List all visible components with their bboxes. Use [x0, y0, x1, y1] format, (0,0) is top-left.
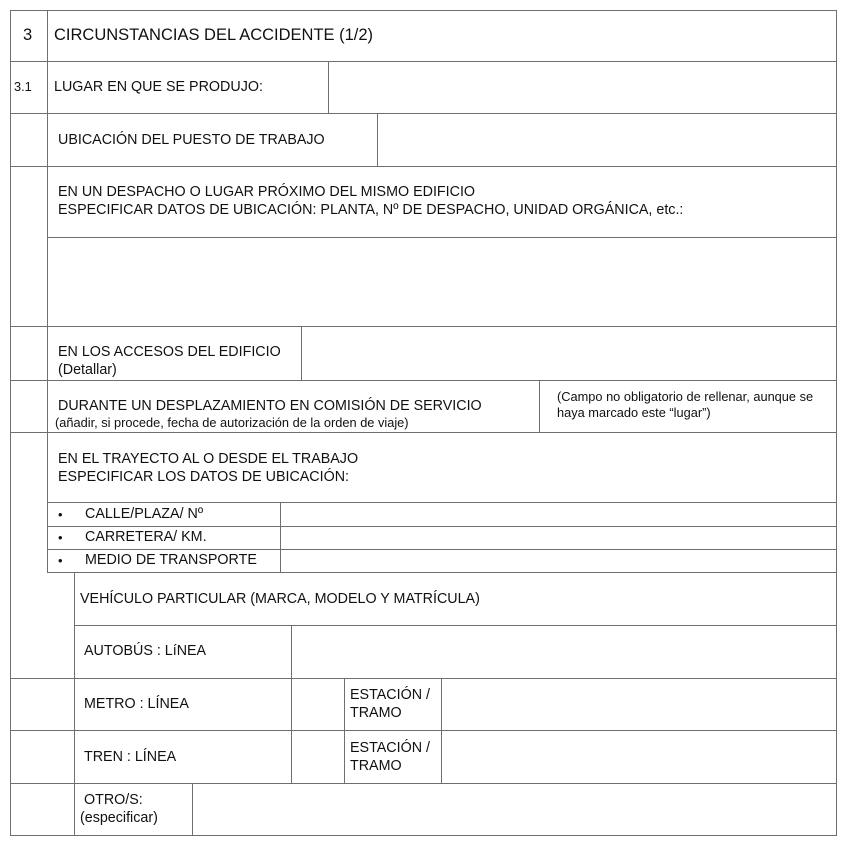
puesto-input[interactable] [379, 115, 835, 165]
border-right [836, 10, 837, 836]
otros-label-line1: OTRO/S: [84, 792, 143, 808]
row-line [47, 572, 837, 573]
row-line [10, 113, 837, 114]
row-line [47, 549, 837, 550]
section-title: CIRCUNSTANCIAS DEL ACCIDENTE (1/2) [54, 26, 374, 44]
subsection-title: LUGAR EN QUE SE PRODUJO: [54, 79, 263, 95]
autobus-input[interactable] [293, 627, 835, 677]
despacho-label-line2: ESPECIFICAR DATOS DE UBICACIÓN: PLANTA, Nº DE DESPACHO, UNIDAD ORGÁNICA, etc.: [58, 202, 684, 218]
otros-label-line2: (especificar) [80, 810, 158, 826]
otros-input[interactable] [194, 785, 835, 834]
bullet-calle: • [58, 507, 63, 522]
row-line [10, 166, 837, 167]
section-number: 3 [23, 26, 33, 44]
border-bottom [10, 835, 837, 836]
row-line [10, 61, 837, 62]
calle-input[interactable] [282, 504, 835, 525]
calle-label: CALLE/PLAZA/ Nº [85, 506, 204, 522]
subsection-number: 3.1 [14, 79, 32, 94]
comision-label-line2: (añadir, si procede, fecha de autorización de la orden de viaje) [55, 415, 409, 430]
accesos-input[interactable] [303, 328, 835, 379]
tren-label: TREN : LÍNEA [84, 749, 177, 765]
row-line [10, 730, 837, 731]
vehiculo-label: VEHÍCULO PARTICULAR (MARCA, MODELO Y MATRÍCULA) [80, 591, 480, 607]
comision-note-line1: (Campo no obligatorio de rellenar, aunque se [557, 389, 814, 404]
trayecto-label-line1: EN EL TRAYECTO AL O DESDE EL TRABAJO [58, 451, 359, 467]
cell-divider [377, 113, 378, 166]
row-line [47, 237, 837, 238]
number-column-divider [47, 10, 48, 572]
puesto-label: UBICACIÓN DEL PUESTO DE TRABAJO [58, 132, 325, 148]
cell-divider [441, 678, 442, 783]
accesos-label-line1: EN LOS ACCESOS DEL EDIFICIO [58, 344, 281, 360]
cell-divider [291, 625, 292, 783]
metro-station-label-line1: ESTACIÓN / [350, 687, 430, 703]
tren-station-label-line1: ESTACIÓN / [350, 740, 430, 756]
row-line [10, 678, 837, 679]
transport-column-divider [74, 572, 75, 836]
autobus-label: AUTOBÚS : LíNEA [84, 643, 207, 659]
cell-divider [192, 783, 193, 835]
row-line [47, 502, 837, 503]
row-line [10, 326, 837, 327]
cell-divider [328, 61, 329, 113]
lugar-input[interactable] [330, 63, 835, 112]
border-left [10, 10, 11, 836]
trayecto-label-line2: ESPECIFICAR LOS DATOS DE UBICACIÓN: [58, 469, 350, 485]
accesos-label-line2: (Detallar) [58, 362, 117, 378]
despacho-label-line1: EN UN DESPACHO O LUGAR PRÓXIMO DEL MISMO EDIFICIO [58, 184, 476, 200]
metro-label: METRO : LÍNEA [84, 696, 189, 712]
cell-divider [301, 326, 302, 380]
cell-divider [539, 380, 540, 432]
carretera-input[interactable] [282, 528, 835, 548]
tren-station-input[interactable] [443, 732, 835, 782]
row-line [10, 380, 837, 381]
bullet-carretera: • [58, 530, 63, 545]
metro-station-label-line2: TRAMO [350, 705, 402, 721]
border-top [10, 10, 837, 11]
despacho-input[interactable] [49, 239, 835, 325]
carretera-label: CARRETERA/ KM. [85, 529, 207, 545]
bullet-medio: • [58, 553, 63, 568]
cell-divider [344, 678, 345, 783]
row-line [74, 625, 837, 626]
row-line [47, 526, 837, 527]
row-line [10, 783, 837, 784]
comision-note-line2: haya marcado este “lugar”) [557, 405, 711, 420]
cell-divider [280, 502, 281, 572]
metro-station-input[interactable] [443, 680, 835, 729]
tren-station-label-line2: TRAMO [350, 758, 402, 774]
comision-label-line1: DURANTE UN DESPLAZAMIENTO EN COMISIÓN DE SERVICIO [58, 398, 482, 414]
row-line [10, 432, 837, 433]
medio-label: MEDIO DE TRANSPORTE [85, 552, 257, 568]
accident-form [10, 10, 837, 836]
